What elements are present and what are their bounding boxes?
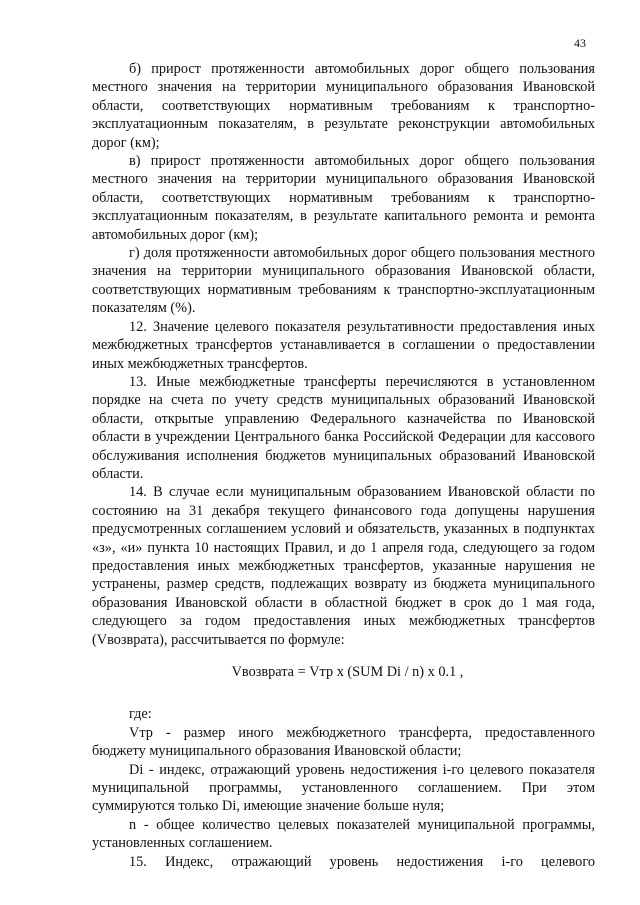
page-number: 43: [574, 36, 586, 50]
paragraph-14: 14. В случае если муниципальным образованием Ивановской области по состоянию на 31 декабря текущего финансового года допущены нарушения предусмотренных соглашением условий и обязательств, указанных в подпунктах «з», «и» пункта 10 настоящих Правил, и до 1 апреля года, следующего за годом предоставления иных межбюджетных трансфертов, указанные нарушения не устранены, размер средств, подлежащих возврату из бюджета муниципального образования Ивановской области в областной бюджет в срок до 1 мая года, следующего за годом предоставления иных межбюджетных трансфертов (Vвозврата), рассчитывается по формуле:: [92, 484, 595, 648]
paragraph-13: 13. Иные межбюджетные трансферты перечисляются в установленном порядке на счета по учету средств муниципальных образований Ивановской области, открытые управлению Федерального казначейства по Ивановской области в учреждении Центрального банка Российской Федерации для кассового обслуживания исполнения бюджетов муниципальных образований Ивановской области.: [92, 373, 595, 482]
document-body: [92, 60, 595, 871]
paragraph-b: б) прирост протяженности автомобильных дорог общего пользования местного значения на территории муниципального образования Ивановской области, соответствующих нормативным требованиям к транспортно-эксплуатационным показателям, в результате реконструкции автомобильных дорог (км);: [92, 61, 595, 151]
paragraph-15: 15. Индекс, отражающий уровень недостижения i-го целевого: [129, 853, 595, 870]
paragraph-v: в) прирост протяженности автомобильных дорог общего пользования местного значения на территории муниципального образования Ивановской области, соответствующих нормативным требованиям к транспортно-эксплуатационным показателям, в результате капитального ремонта и ремонта автомобильных дорог (км);: [92, 153, 595, 243]
definition-di: Di - индекс, отражающий уровень недостижения i-го целевого показателя муниципальной программы, установленного соглашением. При этом суммируются только Di, имеющие значение больше нуля;: [92, 761, 595, 815]
definition-n: n - общее количество целевых показателей муниципальной программы, установленных соглашением.: [92, 816, 595, 852]
formula: Vвозврата = Vтр x (SUM Di / n) x 0.1 ,: [231, 664, 464, 680]
definition-vtr: Vтр - размер иного межбюджетного трансферта, предоставленного бюджету муниципального образования Ивановской области;: [92, 724, 595, 760]
where-label: где:: [129, 706, 152, 723]
paragraph-12: 12. Значение целевого показателя результативности предоставления иных межбюджетных трансфертов устанавливается в соглашении о предоставлении иных межбюджетных трансфертов.: [92, 318, 595, 372]
paragraph-g: г) доля протяженности автомобильных дорог общего пользования местного значения на территории муниципального образования Ивановской области, соответствующих нормативным требованиям к транспортно-эксплуатационным показателям (%).: [92, 245, 595, 317]
